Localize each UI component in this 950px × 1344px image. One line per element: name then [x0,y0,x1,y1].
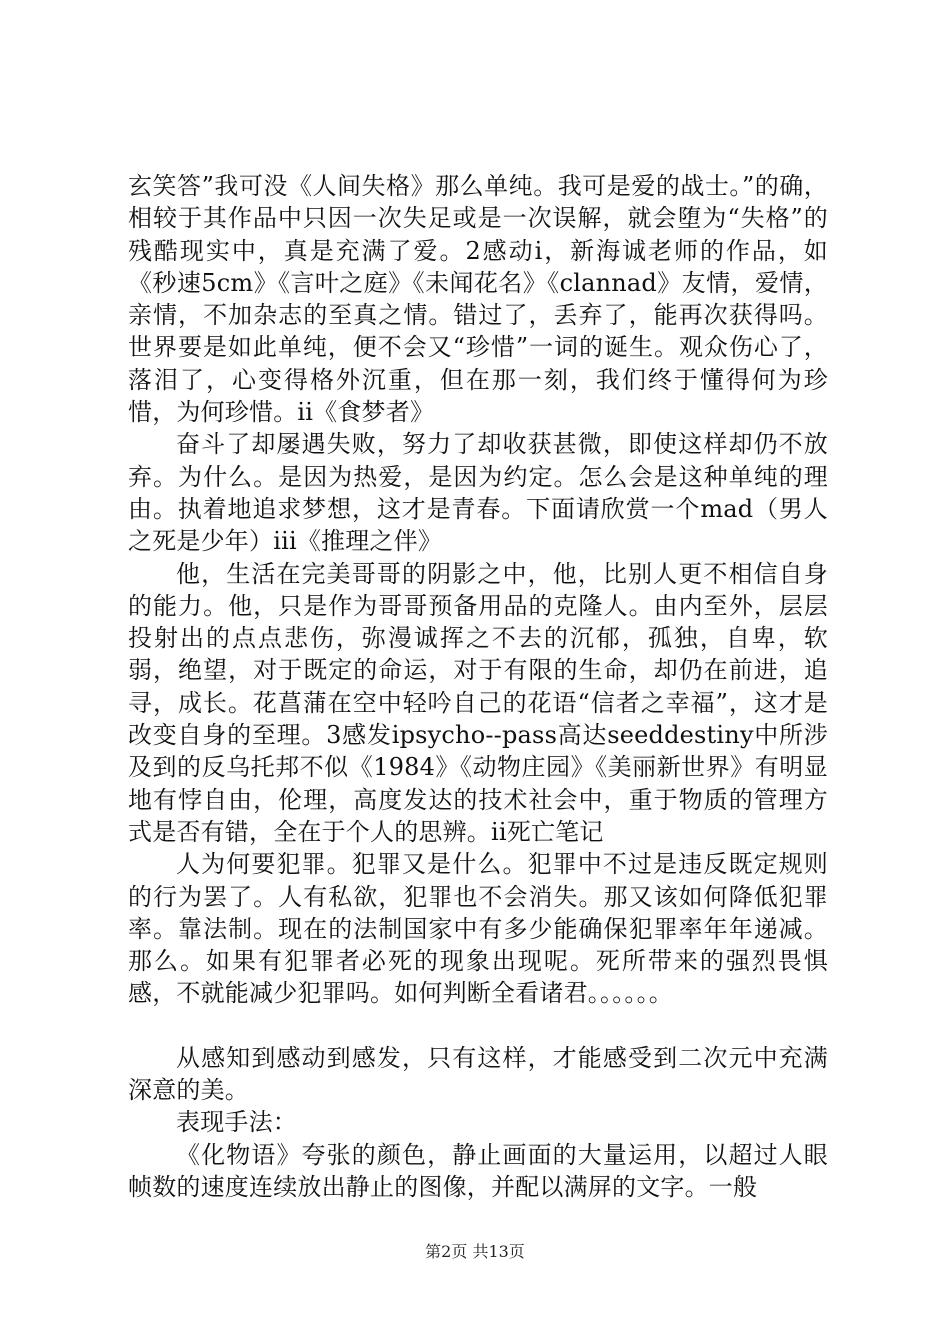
paragraph-3: 他，生活在完美哥哥的阴影之中，他，比别人更不相信自身的能力。他，只是作为哥哥预备用品的克隆人。由内至外，层层投射出的点点悲伤，弥漫诚挥之不去的沉郁，孤独，自卑，软弱，绝望，对于既定的命运，对于有限的生命，却仍在前进，追寻，成长。花菖蒲在空中轻吟自己的花语“信者之幸福”，这才是改变自身的至理。3感发ipsycho--pass高达seeddestiny中所涉及到的反乌托邦不似《1984》《动物庄园》《美丽新世界》有明显地有悖自由，伦理，高度发达的技术社会中，重于物质的管理方式是否有错，全在于个人的思辨。ii死亡笔记 [128,559,828,846]
paragraph-5: 从感知到感动到感发，只有这样，才能感受到二次元中充满深意的美。 [128,1043,828,1105]
page-number: 第2页 共13页 [425,1242,525,1261]
page-footer [0,1242,950,1262]
paragraph-4: 人为何要犯罪。犯罪又是什么。犯罪中不过是违反既定规则的行为罢了。人有私欲，犯罪也不会消失。那又该如何降低犯罪率。靠法制。现在的法制国家中有多少能确保犯罪率年年递减。那么。如果有犯罪者必死的现象出现呢。死所带来的强烈畏惧感，不就能减少犯罪吗。如何判断全看诸君。。。。。。 [128,850,828,1008]
section-heading: 表现手法： [176,1108,297,1137]
body-text [128,170,828,1203]
paragraph-1: 玄笑答”我可没《人间失格》那么单纯。我可是爱的战士。”的确，相较于其作品中只因一次失足或是一次误解，就会堕为“失格”的残酷现实中，真是充满了爱。2感动i，新海诚老师的作品，如《秒速5cm》《言叶之庭》《未闻花名》《clannad》友情，爱情，亲情，不加杂志的至真之情。错过了，丢弃了，能再次获得吗。世界要是如此单纯，便不会又“珍惜”一词的诞生。观众伤心了，落泪了，心变得格外沉重，但在那一刻，我们终于懂得何为珍惜，为何珍惜。ii《食梦者》 [128,172,828,427]
paragraph-6: 《化物语》夸张的颜色，静止画面的大量运用，以超过人眼帧数的速度连续放出静止的图像，并配以满屏的文字。一般 [128,1140,828,1201]
paragraph-2: 奋斗了却屡遇失败，努力了却收获甚微，即使这样却仍不放弃。为什么。是因为热爱，是因为约定。怎么会是这种单纯的理由。执着地追求梦想，这才是青春。下面请欣赏一个mad（男人之死是少年）iii《推理之伴》 [128,430,828,556]
